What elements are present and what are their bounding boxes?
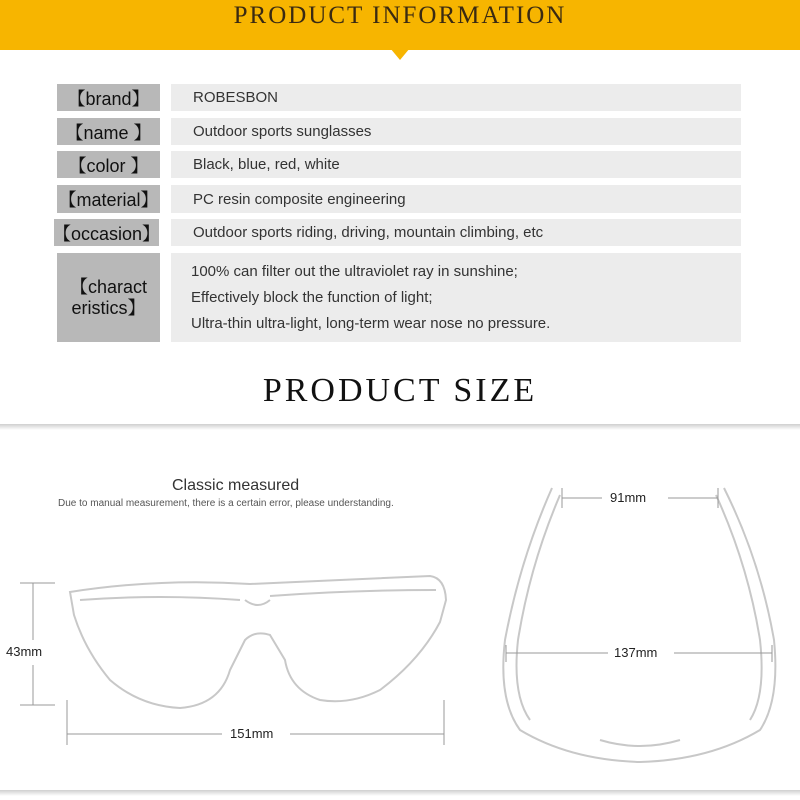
temple-gap-dimension-label: 91mm xyxy=(606,490,650,505)
size-title: PRODUCT SIZE xyxy=(262,372,538,409)
info-value: Black, blue, red, white xyxy=(171,151,741,178)
top-glasses-illustration xyxy=(503,488,775,762)
info-value: 100% can filter out the ultraviolet ray in sunshine; Effectively block the function of light; Ultra-thin ultra-light, long-term wear nose no pressure. xyxy=(171,253,741,342)
info-value: Outdoor sports riding, driving, mountain climbing, etc xyxy=(171,219,741,246)
info-label: 【name 】 xyxy=(57,118,160,145)
info-label: 【color 】 xyxy=(57,151,160,178)
info-label: 【material】 xyxy=(57,185,160,213)
top-dimension-lines xyxy=(506,488,772,662)
front-glasses-illustration xyxy=(70,576,446,708)
classic-measured-label: Classic measured xyxy=(172,477,300,494)
header-title: PRODUCT INFORMATION xyxy=(233,2,567,29)
info-value: PC resin composite engineering xyxy=(171,185,741,213)
info-value: Outdoor sports sunglasses xyxy=(171,118,741,145)
height-dimension-label: 43mm xyxy=(2,644,46,659)
info-value: ROBESBON xyxy=(171,84,741,111)
measurement-note: Due to manual measurement, there is a certain error, please understanding. xyxy=(58,498,394,509)
width-dimension-label: 151mm xyxy=(226,726,277,741)
inner-width-dimension-label: 137mm xyxy=(610,645,661,660)
info-label: 【charact eristics】 xyxy=(57,253,160,342)
bottom-divider xyxy=(0,790,800,796)
info-label: 【occasion】 xyxy=(54,219,159,246)
info-label: 【brand】 xyxy=(57,84,160,111)
